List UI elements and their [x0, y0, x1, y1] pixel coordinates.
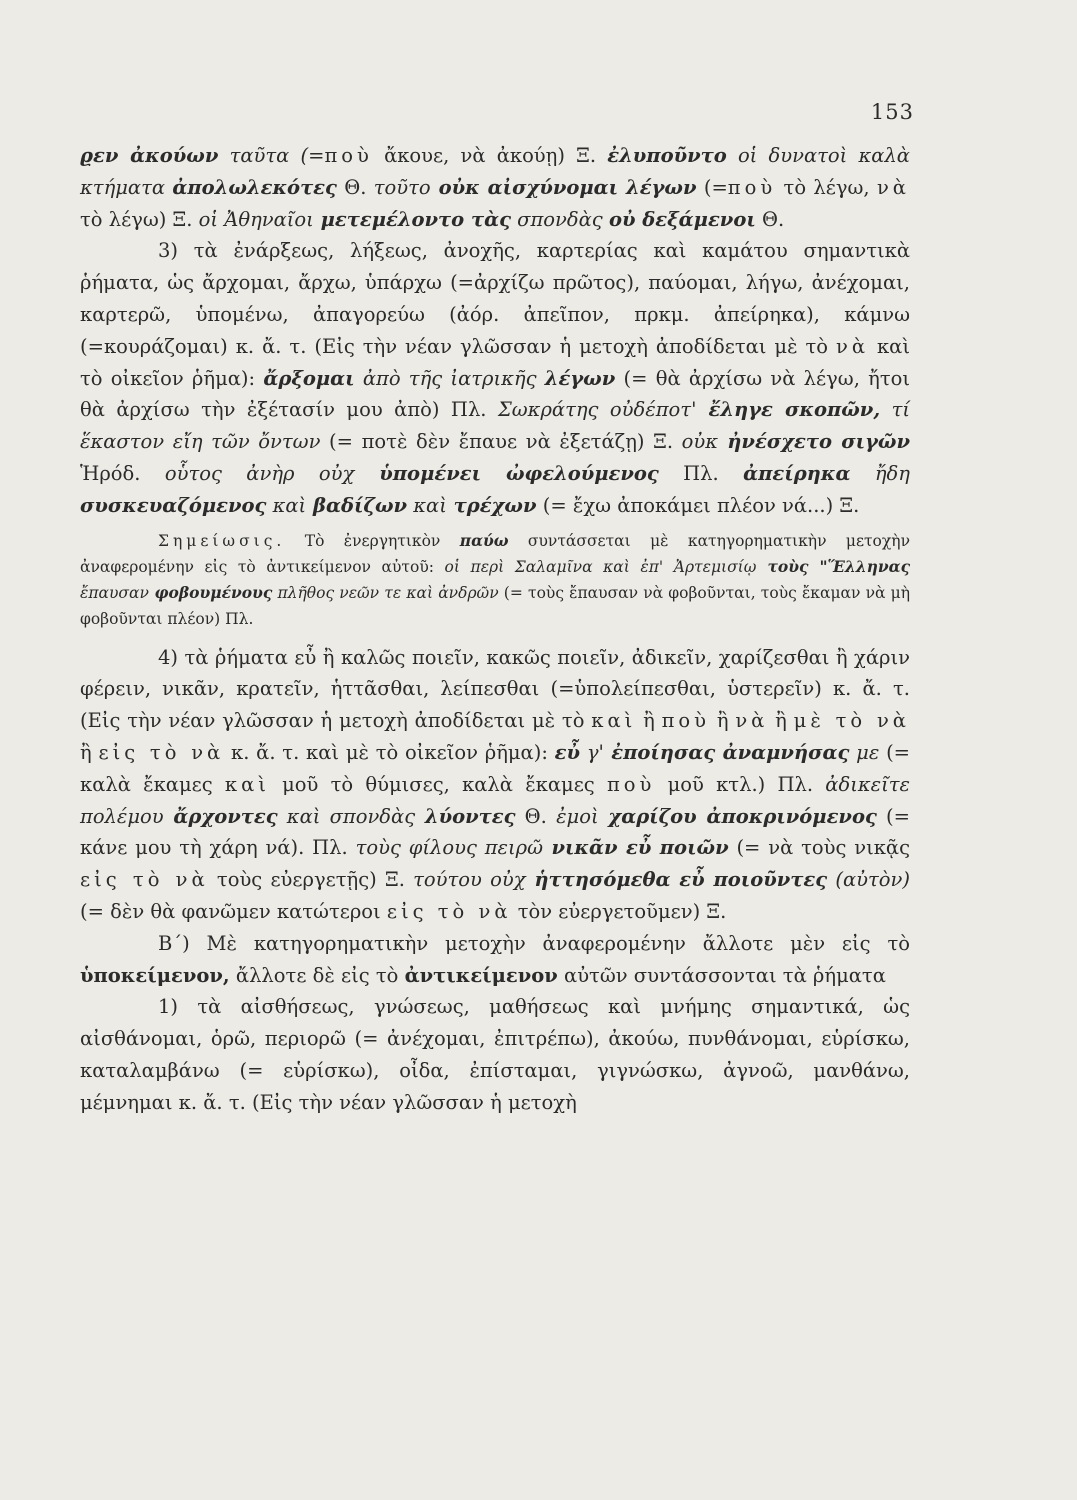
text-segment: καὶ τὸ οἰκεῖον ῥῆμα):: [80, 334, 910, 390]
text-segment: καὶ: [266, 493, 307, 517]
paragraph: [80, 235, 910, 521]
text-segment: αὐτῶν συντάσσονται τὰ ῥήματα: [557, 963, 886, 987]
text-segment: (= τοὺς ἔπαυσαν νὰ φοβοῦνται, τοὺς ἔκαμαν νὰ μὴ φοβοῦνται πλέον) Πλ.: [80, 583, 911, 628]
text-segment: ἄρχοντες: [163, 804, 278, 828]
text-segment: (αὐτὸν): [827, 868, 911, 892]
text-segment: ἄκουε, νὰ ἀκούῃ) Ξ.: [372, 144, 608, 167]
text-segment: ἐλυποῦντο: [607, 144, 727, 167]
text-segment: (=: [696, 175, 728, 199]
text-segment: φοβουμένους: [148, 582, 273, 602]
text-segment: εἰς τὸ νὰ: [98, 740, 225, 764]
text-segment: τοὺς φίλους πειρῶ: [355, 836, 544, 860]
text-segment: ἄλλοτε δὲ εἰς τὸ: [229, 963, 405, 987]
text-segment: (= νὰ τοὺς νικᾷς: [728, 836, 910, 860]
text-segment: 1) τὰ αἰσθήσεως, γνώσεως, μαθήσεως καὶ μνήμης σημαντικά, ὡς αἰσθάνομαι, ὁρῶ, περιορῶ (= ἀνέχομαι, ἐπιτρέπω), ἀκούω, πυνθάνομαι, εὑρίσκω, καταλαμβάνω (= εὑρίσκω), οἶδα, ἐπίσταμαι, γιγνώσκω, ἀγνοῶ, μανθάνω, μέμνημαι κ. ἄ. τ. (Εἰς τὴν νέαν γλῶσσαν ἡ μετοχὴ: [80, 995, 910, 1114]
text-segment: ἀπὸ τῆς ἰατρικῆς: [354, 366, 545, 390]
text-segment: Σημείωσις.: [158, 531, 286, 550]
text-segment: Σωκράτης οὐδέποτ': [497, 398, 697, 422]
text-segment: μοῦ κτλ.) Πλ.: [655, 772, 826, 796]
text-segment: οὐκ: [681, 430, 719, 454]
text-segment: (= ἔχω ἀποκάμει πλέον νά...) Ξ.: [536, 493, 860, 517]
text-segment: 3) τὰ ἐνάρξεως, λήξεως, ἀνοχῆς, καρτερίας καὶ καμάτου σημαντικὰ ῥήματα, ὡς ἄρχομαι, ἄρχω, ὑπάρχω (=ἀρχίζω πρῶτος), παύομαι, λήγω, ἀνέχομαι, καρτερῶ, ὑπομένω, ἀπαγορεύω (ἀόρ. ἀπεῖπον, πρκμ. ἀπείρηκα), κάμνω (=κουράζομαι) κ. ἄ. τ. (Εἰς τὴν νέαν γλῶσσαν ἡ μετοχὴ ἀποδίδεται μὲ τὸ: [80, 239, 910, 358]
text-segment: ἄρξομαι: [263, 366, 355, 390]
text-segment: καὶ: [591, 709, 637, 733]
text-segment: γ': [580, 740, 604, 764]
text-segment: ἢ: [768, 709, 794, 733]
note-paragraph: [80, 528, 910, 632]
text-segment: σπονδὰς: [510, 207, 609, 231]
text-segment: (= θὰ ἀρχίσω νὰ λέγω, ἤτοι θὰ ἀρχίσω τὴν ἐξέτασίν μου ἀπὸ) Πλ.: [80, 366, 910, 422]
text-segment: νὰ: [735, 709, 769, 733]
text-segment: Ἡρόδ.: [80, 461, 165, 485]
body-text: [80, 140, 910, 1119]
text-segment: κ. ἄ. τ. καὶ μὲ τὸ οἰκεῖον ῥῆμα):: [224, 740, 555, 764]
text-segment: καὶ: [407, 493, 447, 517]
text-segment: μετεμέλοντο τὰς: [313, 207, 511, 231]
text-segment: καὶ σπονδὰς: [277, 804, 416, 828]
text-segment: λέγων: [544, 366, 616, 390]
text-segment: ἢ: [636, 709, 662, 733]
text-segment: ἐποίησας ἀναμνήσας: [603, 740, 850, 764]
text-segment: (= κάνε μου τὴ χάρη νά). Πλ.: [80, 804, 910, 860]
text-segment: καὶ: [224, 772, 270, 796]
text-segment: ἢ: [80, 740, 99, 764]
text-segment: Θ.: [336, 175, 374, 199]
text-segment: ἐμοὶ: [556, 804, 599, 828]
text-segment: τοὺς εὐεργετῇς) Ξ.: [208, 868, 414, 892]
text-segment: βαδίζων: [306, 493, 408, 517]
text-segment: συσκευαζόμενος: [80, 493, 267, 517]
text-segment: οἱ περὶ Σαλαμῖνα καὶ ἐπ' Ἀρτεμισίῳ: [444, 557, 757, 576]
text-segment: εἰς τὸ νὰ: [80, 868, 209, 892]
text-segment: (= ποτὲ δὲν ἔπαυε νὰ ἐξετάζῃ) Ξ.: [320, 430, 682, 454]
text-segment: λύοντες: [415, 804, 516, 828]
text-segment: νικᾶν εὖ ποιῶν: [543, 836, 729, 860]
text-segment: οἱ δυνατοὶ καλὰ κτήματα: [80, 144, 910, 199]
text-segment: ὑποκείμενον,: [80, 963, 230, 987]
text-segment: ἀντικείμενον: [404, 963, 558, 987]
text-segment: τούτου οὐχ: [413, 868, 526, 892]
text-segment: παύω: [459, 530, 509, 550]
text-segment: τρέχων: [446, 493, 537, 517]
text-segment: με: [849, 740, 880, 764]
page-number: 153: [870, 100, 914, 124]
paragraph: [80, 140, 910, 235]
text-segment: νὰ: [876, 175, 910, 199]
text-segment: τὸν εὐεργετοῦμεν) Ξ.: [511, 899, 727, 923]
text-segment: οἱ Ἀθηναῖοι: [198, 207, 314, 231]
text-segment: Θ.: [755, 207, 785, 231]
text-segment: ἢ: [710, 709, 736, 733]
paragraph: [80, 642, 910, 928]
text-segment: ἀπείρηκα: [743, 461, 851, 485]
text-segment: οὐ δεξάμενοι: [608, 207, 756, 231]
text-segment: συντάσσεται μὲ κατηγορηματικὴν μετοχὴν ἀναφερομένην εἰς τὸ ἀντικείμενον αὐτοῦ:: [80, 531, 910, 576]
text-segment: ὑπομένει ὠφελούμενος: [354, 461, 659, 485]
text-segment: Τὸ ἐνεργητικὸν: [285, 531, 460, 550]
text-segment: ποὺ: [606, 772, 656, 796]
text-segment: τὸ λέγω) Ξ.: [80, 207, 199, 231]
text-segment: ποὺ: [324, 144, 373, 167]
text-segment: τοὺς "Ἕλληνας: [756, 556, 911, 576]
text-segment: (= δὲν θὰ φανῶμεν κατώτεροι: [80, 899, 387, 923]
text-segment: (= καλὰ ἔκαμες: [80, 740, 911, 796]
text-segment: 4) τὰ ῥήματα εὖ ἢ καλῶς ποιεῖν, κακῶς ποιεῖν, ἀδικεῖν, χαρίζεσθαι ἢ χάριν φέρειν, νικᾶν, κρατεῖν, ἡττᾶσθαι, λείπεσθαι (=ὑπολείπεσθαι, ὑστερεῖν) κ. ἄ. τ. (Εἰς τὴν νέαν γλῶσσαν ἡ μετοχὴ ἀποδίδεται μὲ τὸ: [80, 645, 910, 733]
text-segment: χαρίζου ἀποκρινόμενος: [598, 804, 877, 828]
text-segment: εἰς τὸ νὰ: [386, 899, 512, 923]
text-segment: μὲ τὸ νὰ: [793, 709, 910, 733]
text-segment: Θ.: [515, 804, 557, 828]
text-segment: ἠνέσχετο σιγῶν: [718, 430, 910, 454]
text-segment: τὸ λέγω,: [776, 175, 877, 199]
text-segment: οὗτος ἀνὴρ οὐχ: [164, 461, 355, 485]
text-segment: ἔληγε σκοπῶν,: [696, 398, 881, 422]
text-segment: ταῦτα (=: [218, 144, 325, 167]
text-segment: οὐκ αἰσχύνομαι λέγων: [430, 175, 697, 199]
text-segment: εὖ: [554, 740, 581, 764]
paragraph: [80, 928, 910, 992]
text-segment: ϱεν ἀκούων: [80, 144, 219, 167]
text-segment: Πλ.: [658, 461, 744, 485]
text-segment: ἡττησόμεθα εὖ ποιοῦντες: [525, 868, 828, 892]
paragraph: [80, 991, 910, 1118]
text-segment: ποὺ: [727, 175, 777, 199]
text-segment: μοῦ τὸ θύμισες, καλὰ ἔκαμες: [269, 772, 607, 796]
text-segment: ἔπαυσαν: [80, 583, 149, 602]
text-segment: νὰ: [836, 334, 870, 358]
text-segment: ἤδη: [850, 461, 910, 485]
text-segment: τί ἕκαστον εἴη τῶν ὄντων: [80, 398, 911, 454]
text-segment: τοῦτο: [373, 175, 431, 199]
text-segment: ἀδικεῖτε πολέμου: [80, 772, 910, 828]
text-segment: ἀπολωλεκότες: [172, 175, 337, 199]
text-segment: ποὺ: [661, 709, 711, 733]
text-segment: πλῆθος νεῶν τε καὶ ἀνδρῶν: [272, 583, 499, 602]
text-segment: Β΄) Μὲ κατηγορηματικὴν μετοχὴν ἀναφερομένην ἄλλοτε μὲν εἰς τὸ: [158, 931, 910, 955]
